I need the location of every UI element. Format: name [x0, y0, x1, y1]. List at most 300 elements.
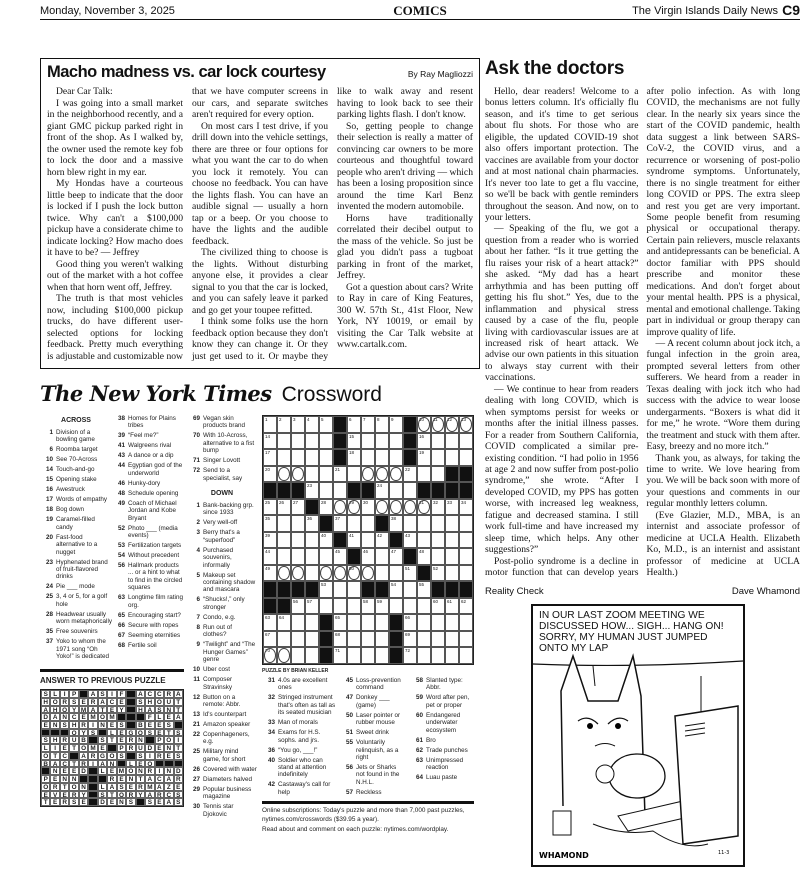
black-square — [445, 581, 459, 598]
grid-cell[interactable] — [403, 581, 417, 598]
grid-cell[interactable] — [333, 466, 347, 483]
grid-cell[interactable] — [459, 631, 473, 648]
grid-cell[interactable] — [333, 647, 347, 664]
grid-cell[interactable] — [277, 565, 291, 582]
grid-cell[interactable] — [389, 565, 403, 582]
answer-letter: O — [136, 729, 145, 737]
answer-letter: E — [117, 736, 126, 744]
grid-cell[interactable] — [291, 449, 305, 466]
answer-letter: N — [69, 775, 78, 783]
clue-text: Coach of Michael Jordan and Kobe Bryant — [128, 499, 177, 522]
grid-cell[interactable] — [403, 466, 417, 483]
grid-cell[interactable] — [459, 565, 473, 582]
grid-cell[interactable] — [347, 647, 361, 664]
answer-letter: Y — [136, 791, 145, 799]
grid-cell[interactable] — [389, 416, 403, 433]
grid-cell[interactable] — [347, 581, 361, 598]
clue — [40, 516, 112, 531]
grid-cell[interactable] — [361, 647, 375, 664]
grid-cell[interactable] — [263, 614, 277, 631]
grid-cell[interactable] — [347, 598, 361, 615]
grid-cell[interactable] — [361, 565, 375, 582]
grid-cell[interactable] — [333, 598, 347, 615]
answer-letter: R — [69, 791, 78, 799]
grid-cell[interactable] — [375, 631, 389, 648]
grid-cell[interactable] — [431, 565, 445, 582]
grid-cell[interactable] — [291, 466, 305, 483]
answer-letter: O — [126, 767, 135, 775]
grid-cell[interactable] — [277, 614, 291, 631]
clue-number: 35 — [45, 628, 53, 636]
clue — [410, 747, 474, 754]
grid-cell[interactable] — [361, 631, 375, 648]
cell-number: 33 — [447, 499, 453, 505]
clue — [262, 781, 336, 796]
cell-number: 58 — [363, 598, 369, 604]
clue — [187, 529, 257, 544]
down-heading: DOWN — [210, 490, 234, 498]
grid-cell[interactable] — [347, 449, 361, 466]
grid-cell[interactable] — [459, 532, 473, 549]
right-column — [485, 58, 800, 867]
grid-cell[interactable] — [291, 499, 305, 516]
grid-cell[interactable] — [305, 482, 319, 499]
grid-cell[interactable] — [347, 433, 361, 450]
clue — [187, 786, 257, 801]
cell-number: 59 — [377, 598, 383, 604]
grid-cell[interactable] — [277, 548, 291, 565]
answer-letter: S — [98, 791, 107, 799]
clue-text: Hallmark products ... or a hint to what to find in the circled squares — [128, 562, 183, 592]
grid-cell[interactable] — [375, 548, 389, 565]
cell-number: 69 — [405, 631, 411, 637]
grid-cell[interactable] — [375, 614, 389, 631]
answer-letter: S — [88, 729, 97, 737]
grid-cell[interactable] — [305, 532, 319, 549]
cell-number: 67 — [265, 631, 271, 637]
grid-cell[interactable] — [417, 548, 431, 565]
answer-letter: D — [79, 767, 88, 775]
grid-cell[interactable] — [431, 614, 445, 631]
grid-cell[interactable] — [291, 416, 305, 433]
black-square — [60, 729, 69, 737]
answer-letter: C — [107, 698, 116, 706]
clue — [187, 711, 257, 718]
clue-number: 6 — [196, 596, 200, 604]
grid-cell[interactable] — [305, 548, 319, 565]
answer-letter: C — [145, 690, 154, 698]
black-square — [361, 482, 375, 499]
answer-letter: S — [145, 798, 154, 806]
grid-cell[interactable] — [417, 614, 431, 631]
grid-cell[interactable] — [375, 647, 389, 664]
black-square — [361, 581, 375, 598]
grid-cell[interactable] — [431, 499, 445, 516]
black-square — [319, 647, 333, 664]
grid-cell[interactable] — [333, 631, 347, 648]
grid-cell[interactable] — [263, 449, 277, 466]
grid-cell[interactable] — [305, 614, 319, 631]
grid-cell[interactable] — [263, 647, 277, 664]
grid-cell[interactable] — [361, 532, 375, 549]
answer-letter: C — [164, 791, 173, 799]
grid-cell[interactable] — [319, 416, 333, 433]
grid-cell[interactable] — [431, 647, 445, 664]
grid-cell[interactable] — [431, 515, 445, 532]
clue-number: 53 — [117, 542, 125, 550]
clue — [112, 462, 184, 477]
answer-letter: M — [117, 767, 126, 775]
grid-cell[interactable] — [445, 532, 459, 549]
grid-cell[interactable] — [291, 647, 305, 664]
grid-cell[interactable] — [361, 598, 375, 615]
clue-text: Fertile soil — [128, 641, 157, 649]
grid-cell[interactable] — [319, 581, 333, 598]
grid-cell[interactable] — [375, 416, 389, 433]
grid-cell[interactable] — [263, 631, 277, 648]
clue-number: 30 — [192, 803, 200, 811]
grid-cell[interactable] — [375, 449, 389, 466]
grid-cell[interactable] — [445, 647, 459, 664]
grid-cell[interactable] — [305, 433, 319, 450]
grid-cell[interactable] — [431, 548, 445, 565]
clue — [187, 641, 257, 663]
cell-number: 2 — [279, 417, 282, 422]
grid-cell[interactable] — [305, 598, 319, 615]
clue-number: 14 — [45, 466, 53, 474]
grid-cell[interactable] — [277, 433, 291, 450]
cell-number: 56 — [293, 598, 299, 604]
clue-number: 47 — [345, 694, 353, 702]
answer-letter: L — [107, 729, 116, 737]
grid-cell[interactable] — [417, 515, 431, 532]
grid-cell[interactable] — [389, 581, 403, 598]
grid-cell[interactable] — [417, 433, 431, 450]
grid-cell[interactable] — [445, 499, 459, 516]
cell-number: 44 — [265, 549, 271, 555]
grid-cell[interactable] — [319, 449, 333, 466]
grid-cell[interactable] — [277, 647, 291, 664]
black-square — [117, 760, 126, 768]
cell-number: 61 — [447, 598, 453, 604]
grid-cell[interactable] — [445, 631, 459, 648]
grid-cell[interactable] — [347, 614, 361, 631]
grid-cell[interactable] — [375, 499, 389, 516]
grid-cell[interactable] — [277, 466, 291, 483]
answer-letter: U — [69, 736, 78, 744]
clue-text: Purchased souvenirs, informally — [203, 546, 234, 569]
black-square — [305, 581, 319, 598]
grid-cell[interactable] — [305, 565, 319, 582]
grid-cell[interactable] — [375, 598, 389, 615]
crossword-right — [262, 415, 474, 834]
grid-cell[interactable] — [417, 532, 431, 549]
speech-caption: IN OUR LAST ZOOM MEETING WE DISCUSSED HOW... SIGH... HANG ON! SORRY, MY HUMAN JUST JUMPED ONTO MY LAP — [539, 610, 724, 655]
grid-cell[interactable] — [389, 449, 403, 466]
grid-cell[interactable] — [333, 581, 347, 598]
clue-text: Photo ___ (media events) — [128, 524, 178, 540]
grid-cell[interactable] — [361, 499, 375, 516]
answer-letter: S — [69, 698, 78, 706]
answer-letter: E — [41, 791, 50, 799]
cell-number: 38 — [391, 516, 397, 522]
grid-cell[interactable] — [459, 499, 473, 516]
article-headline: Ask the doctors — [485, 58, 625, 79]
grid-cell[interactable] — [459, 433, 473, 450]
clue-text: Roomba target — [56, 446, 98, 454]
grid-cell[interactable] — [319, 532, 333, 549]
grid-cell[interactable] — [333, 548, 347, 565]
cell-number: 71 — [335, 648, 341, 654]
page-date: Monday, November 3, 2025 — [40, 5, 175, 17]
grid-cell[interactable] — [305, 515, 319, 532]
answer-letter: O — [117, 791, 126, 799]
grid-cell[interactable] — [459, 614, 473, 631]
grid-cell[interactable] — [319, 598, 333, 615]
grid-cell[interactable] — [445, 433, 459, 450]
grid-cell[interactable] — [319, 548, 333, 565]
clue — [40, 638, 112, 660]
grid-cell[interactable] — [445, 598, 459, 615]
grid-cell[interactable] — [389, 499, 403, 516]
grid-cell[interactable] — [445, 548, 459, 565]
answer-letter: N — [107, 760, 116, 768]
black-square — [69, 752, 78, 760]
black-square — [417, 482, 431, 499]
grid-cell[interactable] — [389, 482, 403, 499]
grid-cell[interactable] — [459, 416, 473, 433]
grid-cell[interactable] — [389, 548, 403, 565]
grid-cell[interactable] — [445, 565, 459, 582]
cell-number: 39 — [265, 532, 271, 538]
grid-cell[interactable] — [431, 631, 445, 648]
grid-cell[interactable] — [305, 466, 319, 483]
black-square — [417, 565, 431, 582]
grid-cell[interactable] — [375, 482, 389, 499]
grid-cell[interactable] — [459, 548, 473, 565]
grid-cell[interactable] — [333, 499, 347, 516]
paragraph: Got a question about cars? Write to Ray in care of King Features, 300 W. 57th St., 41st Floor, New York, NY 10019, or email by visiting the Car Talk website at www.cartalk.com. — [337, 281, 473, 350]
grid-cell[interactable] — [291, 515, 305, 532]
grid-cell[interactable] — [417, 631, 431, 648]
grid-cell[interactable] — [431, 449, 445, 466]
crossword-grid[interactable] — [262, 415, 474, 665]
grid-cell[interactable] — [263, 499, 277, 516]
grid-cell[interactable] — [403, 482, 417, 499]
answer-letter: N — [164, 767, 173, 775]
black-square — [319, 631, 333, 648]
clue-number: 13 — [192, 710, 200, 718]
grid-cell[interactable] — [305, 631, 319, 648]
grid-cell[interactable] — [431, 598, 445, 615]
cell-number: 37 — [335, 516, 341, 522]
grid-cell[interactable] — [291, 433, 305, 450]
grid-cell[interactable] — [403, 647, 417, 664]
grid-cell[interactable] — [403, 631, 417, 648]
grid-cell[interactable] — [319, 499, 333, 516]
answer-letter: T — [107, 791, 116, 799]
grid-cell[interactable] — [445, 416, 459, 433]
clue-number: 2 — [196, 519, 200, 527]
grid-cell[interactable] — [263, 532, 277, 549]
grid-cell[interactable] — [403, 598, 417, 615]
grid-cell[interactable] — [333, 515, 347, 532]
grid-cell[interactable] — [347, 416, 361, 433]
clue-number: 22 — [192, 730, 200, 738]
byline: By Ray Magliozzi — [407, 69, 473, 79]
grid-cell[interactable] — [389, 466, 403, 483]
clue — [112, 415, 184, 430]
paragraph: — Speaking of the flu, we got a question from a reader who is worried about her father. “Is it true getting the flu raises your risk of a heart attack?” she asked. “My dad has a heart arrhythmia and has been putting off getting his flu shot.” Yes, due to the inflammation and physical stress caused by a case of the flu, people living with cardiovascular issues are at increased risk of heart attack. We advise our own patients in this situation to always stay current with their vaccinations. — [485, 223, 639, 384]
grid-cell[interactable] — [263, 515, 277, 532]
clue — [112, 562, 184, 592]
grid-cell[interactable] — [263, 565, 277, 582]
answer-letter: E — [164, 752, 173, 760]
grid-cell[interactable] — [431, 532, 445, 549]
grid-cell[interactable] — [319, 466, 333, 483]
grid-cell[interactable] — [347, 499, 361, 516]
grid-cell[interactable] — [333, 614, 347, 631]
grid-cell[interactable] — [459, 598, 473, 615]
grid-cell[interactable] — [347, 532, 361, 549]
clue-text: Hyphenated brand of fruit-flavored drinks — [56, 558, 108, 581]
cell-number: 60 — [433, 598, 439, 604]
grid-cell[interactable] — [417, 449, 431, 466]
grid-cell[interactable] — [347, 565, 361, 582]
down-clues-b — [340, 677, 406, 799]
grid-cell[interactable] — [459, 449, 473, 466]
clue-number: 29 — [192, 785, 200, 793]
grid-cell[interactable] — [417, 647, 431, 664]
grid-cell[interactable] — [347, 631, 361, 648]
grid-cell[interactable] — [361, 416, 375, 433]
clue-text: Castaway's call for help — [278, 781, 331, 796]
grid-cell[interactable] — [319, 482, 333, 499]
answer-letter: O — [41, 752, 50, 760]
grid-cell[interactable] — [263, 466, 277, 483]
grid-cell[interactable] — [263, 548, 277, 565]
grid-cell[interactable] — [291, 631, 305, 648]
grid-cell[interactable] — [319, 433, 333, 450]
clue-number: 63 — [415, 756, 423, 764]
grid-cell[interactable] — [417, 598, 431, 615]
grid-cell[interactable] — [277, 416, 291, 433]
grid-cell[interactable] — [277, 499, 291, 516]
grid-cell[interactable] — [277, 449, 291, 466]
answer-letter: H — [145, 698, 154, 706]
grid-cell[interactable] — [291, 532, 305, 549]
answer-letter: H — [41, 698, 50, 706]
clue — [187, 614, 257, 621]
grid-cell[interactable] — [403, 532, 417, 549]
grid-cell[interactable] — [347, 515, 361, 532]
grid-cell[interactable] — [417, 581, 431, 598]
grid-cell[interactable] — [417, 499, 431, 516]
cell-number: 42 — [377, 532, 383, 538]
crossword-header — [40, 381, 480, 407]
grid-cell[interactable] — [431, 466, 445, 483]
grid-cell[interactable] — [445, 614, 459, 631]
grid-cell[interactable] — [291, 614, 305, 631]
grid-cell[interactable] — [389, 515, 403, 532]
black-square — [389, 631, 403, 648]
grid-cell[interactable] — [305, 647, 319, 664]
grid-cell[interactable] — [361, 614, 375, 631]
clue-number: 10 — [45, 456, 53, 464]
grid-cell[interactable] — [277, 631, 291, 648]
grid-cell[interactable] — [445, 515, 459, 532]
clue-number: 56 — [345, 764, 353, 772]
grid-cell[interactable] — [403, 565, 417, 582]
grid-cell[interactable] — [375, 532, 389, 549]
clue — [340, 677, 406, 692]
black-square — [164, 760, 173, 768]
grid-cell[interactable] — [403, 614, 417, 631]
grid-cell[interactable] — [277, 532, 291, 549]
grid-cell[interactable] — [361, 466, 375, 483]
grid-cell[interactable] — [333, 565, 347, 582]
grid-cell[interactable] — [445, 449, 459, 466]
grid-cell[interactable] — [417, 416, 431, 433]
grid-cell[interactable] — [305, 416, 319, 433]
grid-cell[interactable] — [291, 565, 305, 582]
grid-cell[interactable] — [263, 416, 277, 433]
grid-cell[interactable] — [291, 598, 305, 615]
grid-cell[interactable] — [263, 433, 277, 450]
grid-cell[interactable] — [459, 515, 473, 532]
grid-cell[interactable] — [375, 565, 389, 582]
grid-cell[interactable] — [389, 598, 403, 615]
grid-cell[interactable] — [305, 449, 319, 466]
clue-text: “Twilight” and “The Hunger Games” genre — [203, 641, 256, 664]
grid-cell[interactable] — [319, 565, 333, 582]
grid-cell[interactable] — [361, 548, 375, 565]
grid-cell[interactable] — [361, 433, 375, 450]
grid-cell[interactable] — [361, 515, 375, 532]
grid-cell[interactable] — [361, 449, 375, 466]
grid-cell[interactable] — [403, 499, 417, 516]
clue-text: Id's counterpart — [203, 710, 247, 718]
answer-letter: R — [155, 791, 164, 799]
grid-cell[interactable] — [389, 433, 403, 450]
cell-number: 45 — [335, 549, 341, 555]
answer-letter: N — [117, 798, 126, 806]
clue — [187, 502, 257, 517]
grid-cell[interactable] — [403, 515, 417, 532]
grid-cell[interactable] — [333, 482, 347, 499]
grid-cell[interactable] — [431, 416, 445, 433]
clue-number: 24 — [45, 583, 53, 591]
answer-letter: R — [88, 752, 97, 760]
grid-cell[interactable] — [459, 647, 473, 664]
answer-letter: S — [155, 706, 164, 714]
grid-cell[interactable] — [417, 466, 431, 483]
cell-number: 7 — [363, 417, 366, 422]
clue-text: Amazon speaker — [203, 720, 251, 728]
grid-cell[interactable] — [291, 548, 305, 565]
clue-text: Run out of clothes? — [203, 623, 233, 639]
clue-text: Donkey ___ (game) — [356, 694, 390, 709]
grid-cell[interactable] — [375, 466, 389, 483]
online-info — [262, 806, 474, 834]
answer-letter: T — [69, 744, 78, 752]
grid-cell[interactable] — [431, 433, 445, 450]
cell-number: 6 — [349, 417, 352, 422]
grid-cell[interactable] — [277, 515, 291, 532]
clue-number: 36 — [267, 746, 275, 754]
grid-cell[interactable] — [347, 466, 361, 483]
grid-cell[interactable] — [375, 433, 389, 450]
